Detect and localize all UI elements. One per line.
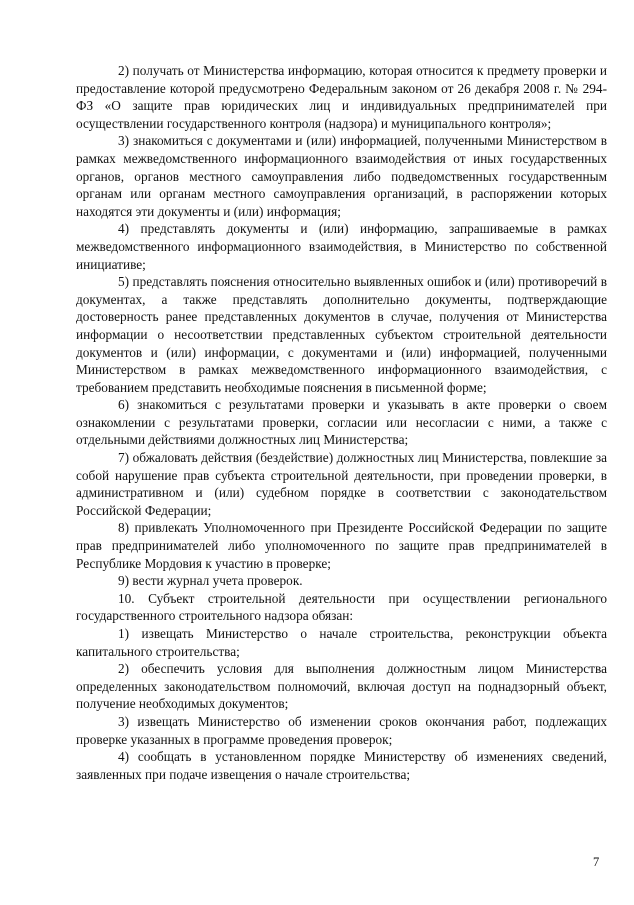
paragraph: 3) извещать Министерство об изменении сроков окончания работ, подлежащих проверке указанных в программе проведения проверок;	[76, 713, 607, 747]
paragraph: 9) вести журнал учета проверок.	[118, 573, 303, 589]
paragraph: 10. Субъект строительной деятельности при осуществлении регионального государственного строительного надзора обязан:	[76, 590, 607, 624]
paragraph: 8) привлекать Уполномоченного при Президенте Российской Федерации по защите прав предпринимателей либо уполномоченного по защите прав предпринимателей в Республике Мордовия к участию в проверке;	[76, 520, 607, 571]
paragraph: 4) представлять документы и (или) информацию, запрашиваемые в рамках межведомственного информационного взаимодействия, в Министерство по собственной инициативе;	[76, 221, 607, 272]
page-number: 7	[593, 855, 600, 869]
paragraph: 4) сообщать в установленном порядке Министерству об изменениях сведений, заявленных при подаче извещения о начале строительства;	[76, 749, 607, 782]
document-body	[76, 62, 607, 783]
paragraph: 6) знакомиться с результатами проверки и указывать в акте проверки о своем ознакомлении с результатами проверки, согласии или несогласии с ними, а также с отдельными действиями должностных лиц Министерства;	[76, 397, 607, 448]
paragraph: 3) знакомиться с документами и (или) информацией, полученными Министерством в рамках межведомственного информационного взаимодействия от иных государственных органов, органов местного самоуправления либо подведомственных государственным органам или органам местного самоуправления организаций, в распоряжении которых находятся эти документы и (или) информация;	[76, 133, 607, 219]
paragraph: 2) обеспечить условия для выполнения должностным лицом Министерства определенных законодательством полномочий, включая доступ на поднадзорный объект, получение необходимых документов;	[76, 661, 607, 712]
paragraph: 2) получать от Министерства информацию, которая относится к предмету проверки и предоставление которой предусмотрено Федеральным законом от 26 декабря 2008 г. № 294-ФЗ «О защите прав юридических лиц и индивидуальных предпринимателей при осуществлении государственного контроля (надзора) и муниципального контроля»;	[76, 63, 607, 131]
paragraph: 7) обжаловать действия (бездействие) должностных лиц Министерства, повлекшие за собой нарушение прав субъекта строительной деятельности, при проведении проверки, в административном и (или) судебном порядке в соответствии с законодательством Российской Федерации;	[76, 450, 607, 518]
paragraph: 1) извещать Министерство о начале строительства, реконструкции объекта капитального строительства;	[76, 626, 607, 659]
paragraph: 5) представлять пояснения относительно выявленных ошибок и (или) противоречий в документах, а также представлять дополнительно документы, подтверждающие достоверность ранее представленных документов в случае, получения от Министерства информации о несоответствии представленных субъектом строительной деятельности документов и (или) информации, с документами и (или) информацией, полученными Министерством в рамках межведомственного информационного взаимодействия, с требованием представить необходимые пояснения в письменной форме;	[76, 274, 607, 395]
